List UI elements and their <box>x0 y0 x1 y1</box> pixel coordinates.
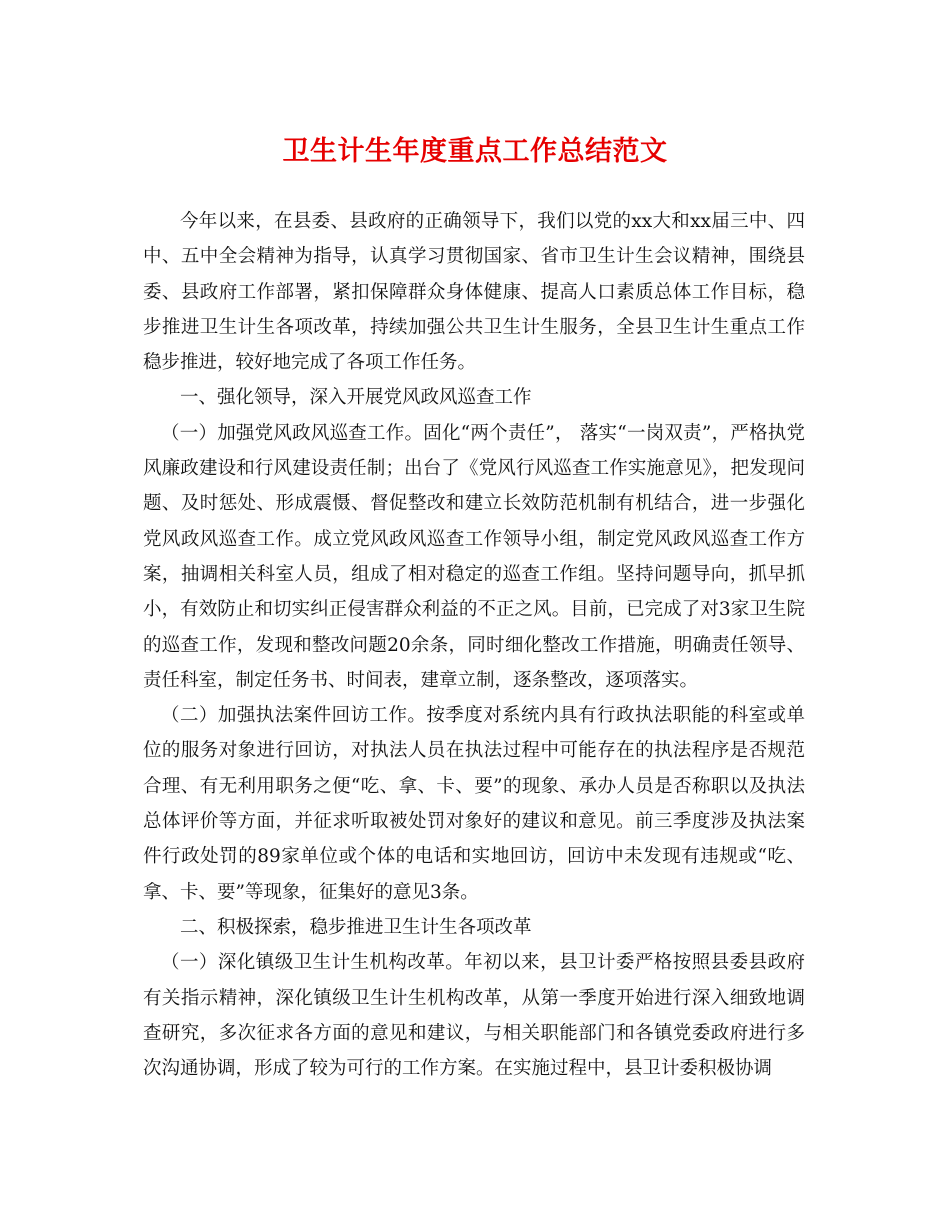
paragraph-1-1: （一）加强党风政风巡查工作。固化“两个责任”， 落实“一岗双责”，严格执党风廉政建设和行风建设责任制；出台了《党风行风巡查工作实施意见》，把发现问题、及时惩处、形成震慑、督促整改和建立长效防范机制有机结合，进一步强化党风政风巡查工作。成立党风政风巡查工作领导小组，制定党风政风巡查工作方案，抽调相关科室人员，组成了相对稳定的巡查工作组。坚持问题导向，抓早抓小，有效防止和切实纠正侵害群众利益的不正之风。目前，已完成了对3家卫生院的巡查工作，发现和整改问题20余条，同时细化整改工作措施，明确责任领导、责任科室，制定任务书、时间表，建章立制，逐条整改，逐项落实。 <box>143 422 805 691</box>
document-body <box>143 204 805 1086</box>
paragraph-1-2: （二）加强执法案件回访工作。按季度对系统内具有行政执法职能的科室或单位的服务对象进行回访，对执法人员在执法过程中可能存在的执法程序是否规范合理、有无利用职务之便“吃、拿、卡、要”的现象、承办人员是否称职以及执法总体评价等方面，并征求听取被处罚对象好的建议和意见。前三季度涉及执法案件行政处罚的89家单位或个体的电话和实地回访，回访中未发现有违规或“吃、拿、卡、要”等现象，征集好的意见3条。 <box>143 705 805 903</box>
section-heading-1: 一、强化领导，深入开展党风政风巡查工作 <box>180 387 532 409</box>
paragraph-2-1: （一）深化镇级卫生计生机构改革。年初以来，县卫计委严格按照县委县政府有关指示精神，深化镇级卫生计生机构改革，从第一季度开始进行深入细致地调查研究，多次征求各方面的意见和建议，与相关职能部门和各镇党委政府进行多次沟通协调，形成了较为可行的工作方案。在实施过程中，县卫计委积极协调 <box>143 952 805 1080</box>
section-heading-2: 二、积极探索，稳步推进卫生计生各项改革 <box>180 916 532 938</box>
paragraph-intro: 今年以来，在县委、县政府的正确领导下，我们以党的xx大和xx届三中、四中、五中全会精神为指导，认真学习贯彻国家、省市卫生计生会议精神，围绕县委、县政府工作部署，紧扣保障群众身体健康、提高人口素质总体工作目标，稳步推进卫生计生各项改革，持续加强公共卫生计生服务，全县卫生计生重点工作稳步推进，较好地完成了各项工作任务。 <box>143 211 805 374</box>
document-title: 卫生计生年度重点工作总结范文 <box>282 136 668 167</box>
